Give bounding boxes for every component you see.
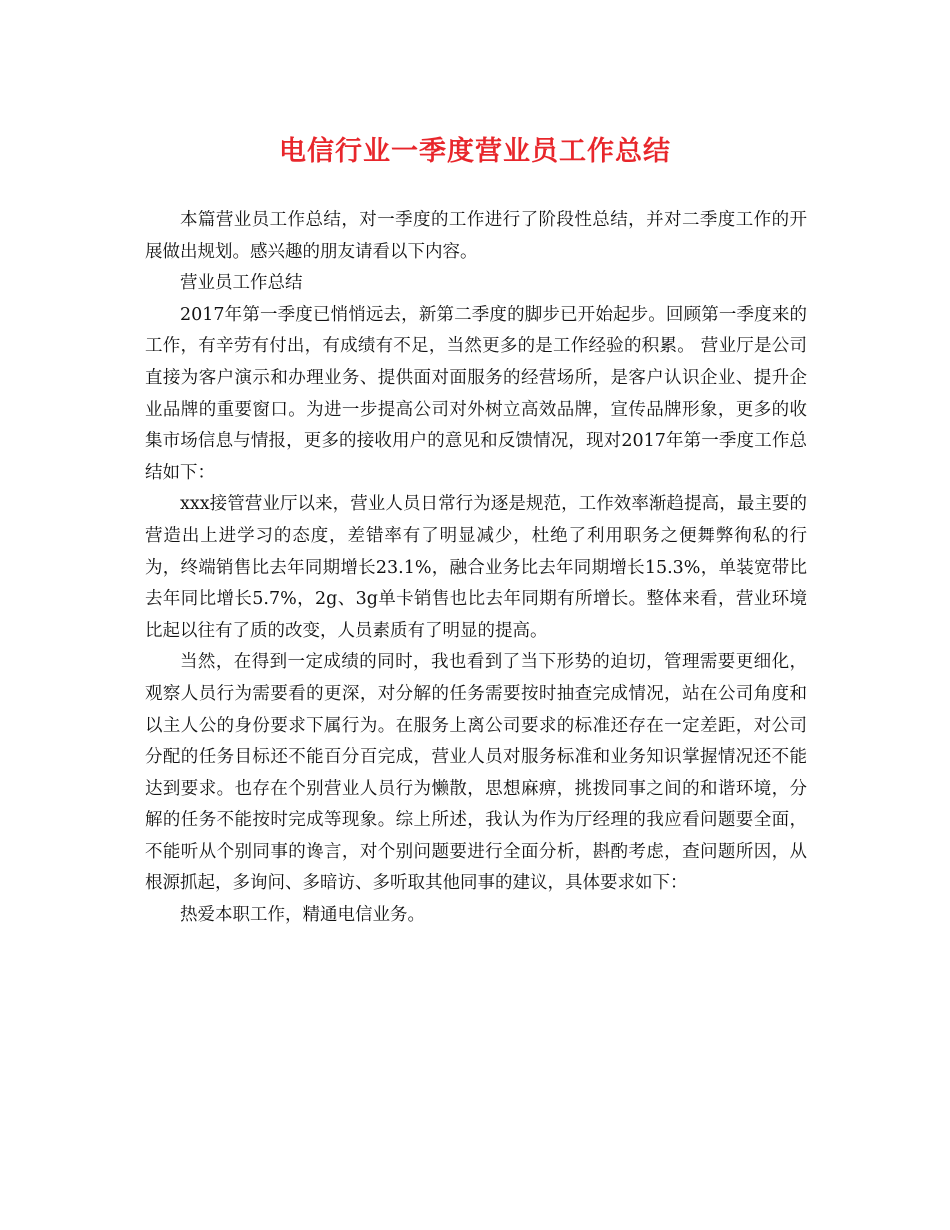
section-heading: 营业员工作总结: [180, 273, 303, 294]
document-body: [145, 205, 807, 932]
requirement-paragraph: 热爱本职工作，精通电信业务。: [180, 905, 425, 926]
results-paragraph: xxx接管营业厅以来，营业人员日常行为逐是规范，工作效率渐趋提高，最主要的营造出上进学习的态度，差错率有了明显减少，杜绝了利用职务之便舞弊徇私的行为，终端销售比去年同期增长23.1%，融合业务比去年同期增长15.3%，单装宽带比去年同比增长5.7%，2g、3g单卡销售也比去年同期有所增长。整体来看，营业环境比起以往有了质的改变，人员素质有了明显的提高。: [145, 494, 807, 641]
document-title: 电信行业一季度营业员工作总结: [279, 136, 671, 167]
intro-paragraph: 本篇营业员工作总结，对一季度的工作进行了阶段性总结，并对二季度工作的开展做出规划。感兴趣的朋友请看以下内容。: [145, 210, 807, 262]
summary-paragraph: 2017年第一季度已悄悄远去，新第二季度的脚步已开始起步。回顾第一季度来的工作，有辛劳有付出，有成绩有不足，当然更多的是工作经验的积累。 营业厅是公司直接为客户演示和办理业务、提供面对面服务的经营场所，是客户认识企业、提升企业品牌的重要窗口。为进一步提高公司对外树立高效品牌，宣传品牌形象，更多的收集市场信息与情报，更多的接收用户的意见和反馈情况，现对2017年第一季度工作总结如下：: [145, 304, 807, 483]
issues-paragraph: 当然，在得到一定成绩的同时，我也看到了当下形势的迫切，管理需要更细化，观察人员行为需要看的更深，对分解的任务需要按时抽查完成情况，站在公司角度和以主人公的身份要求下属行为。在服务上离公司要求的标准还存在一定差距，对公司分配的任务目标还不能百分百完成，营业人员对服务标准和业务知识掌握情况还不能达到要求。也存在个别营业人员行为懒散，思想麻痹，挑拨同事之间的和谐环境，分解的任务不能按时完成等现象。综上所述，我认为作为厅经理的我应看问题要全面，不能听从个别同事的谗言，对个别问题要进行全面分析，斟酌考虑，查问题所因，从根源抓起，多询问、多暗访、多听取其他同事的建议，具体要求如下：: [145, 652, 807, 894]
